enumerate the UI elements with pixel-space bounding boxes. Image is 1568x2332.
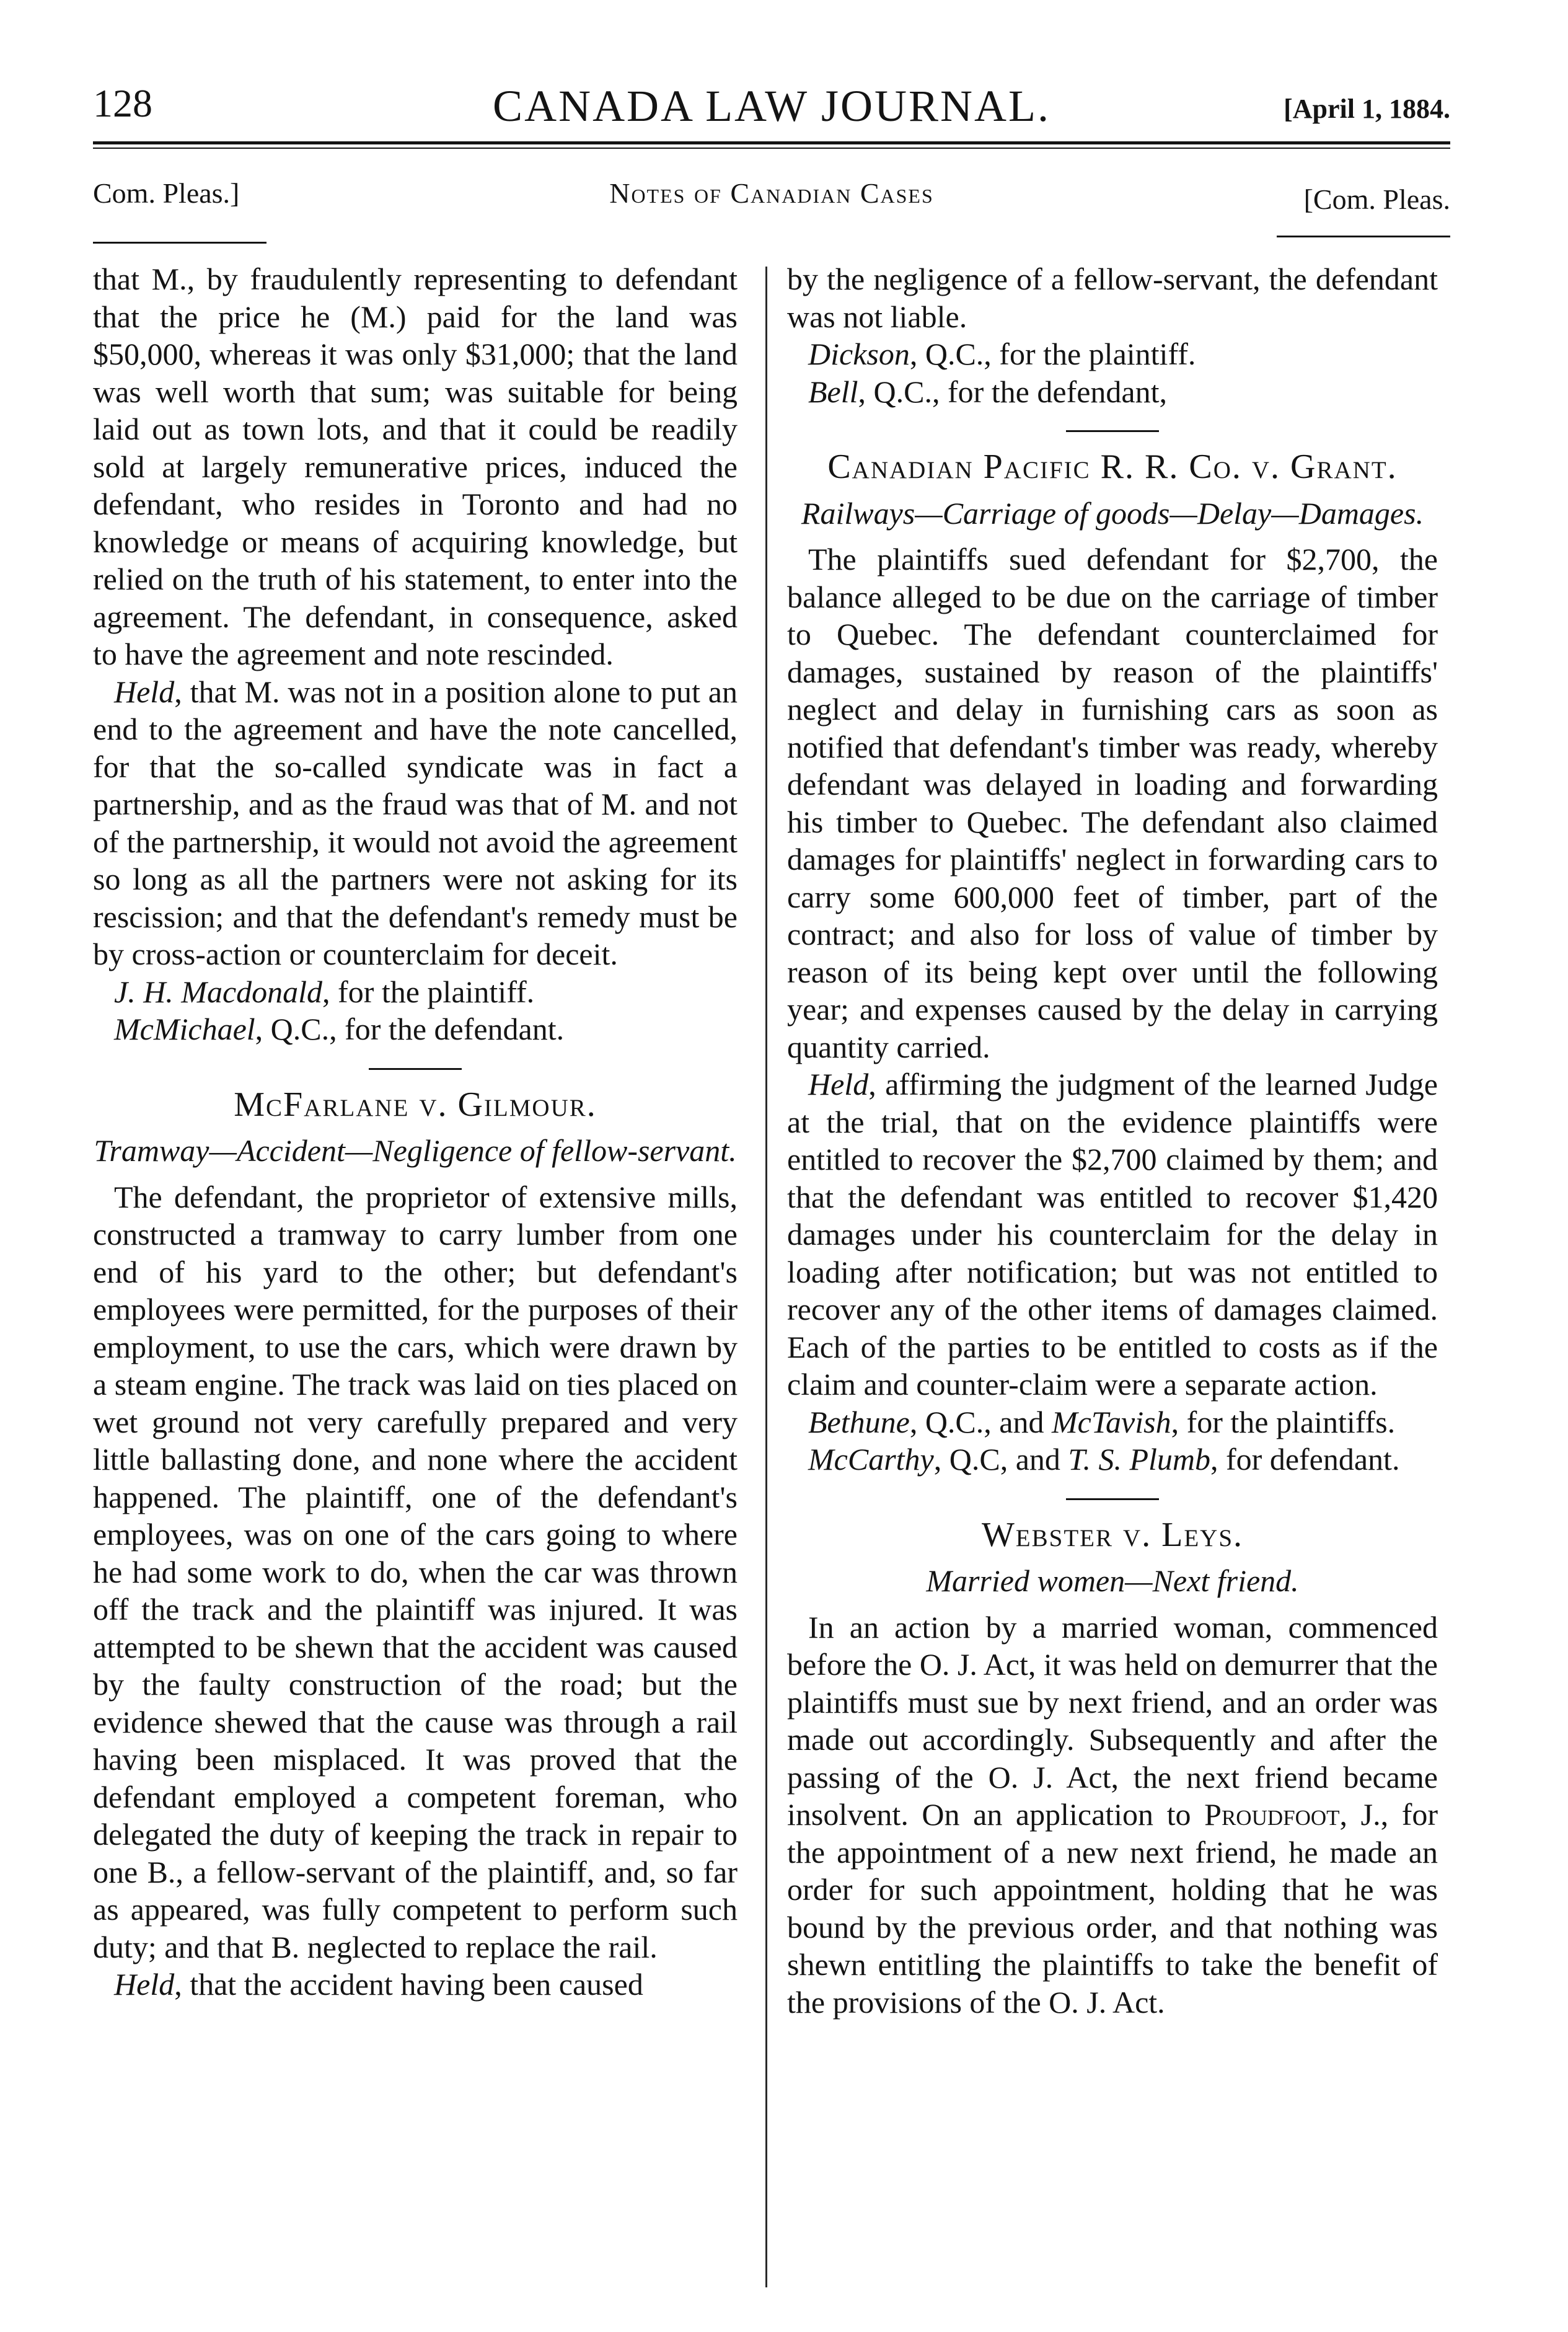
counsel-name: Dickson [808, 337, 910, 371]
page-header [93, 81, 1450, 143]
counsel-name: McTavish [1051, 1404, 1171, 1439]
case-subtitle: Married women—Next friend. [926, 1563, 1299, 1598]
counsel-role: , Q.C., for the defendant. [255, 1012, 565, 1046]
counsel-name: McCarthy [808, 1442, 934, 1477]
counsel-role: , for the plaintiffs. [1171, 1404, 1396, 1439]
case-subtitle: Tramway—Accident—Negligence of fellow-servant. [94, 1133, 737, 1168]
counsel-role: , Q.C., for the defendant, [858, 374, 1167, 409]
counsel-role: , Q.C., for the plaintiff. [909, 337, 1196, 371]
counsel-joiner: , Q.C, and [933, 1442, 1068, 1477]
case-subtitle: Railways—Carriage of goods—Delay—Damages. [801, 495, 1424, 531]
case-separator [1066, 1498, 1159, 1500]
page-number: 128 [93, 81, 152, 125]
case-separator [1066, 430, 1159, 432]
judge-name: Proudfoot [1204, 1797, 1340, 1832]
case-title: McFarlane v. Gilmour. [234, 1085, 597, 1124]
continuation-paragraph: by the negligence of a fellow-servant, the defendant was not liable. [787, 262, 1438, 334]
case-text: , J., for the appointment of a new next friend, he made an order for such appointment, holding that he was bound by the previous order, and that nothing was shewn entitling the plaintiffs to take the benefit of the provisions of the O. J. Act. [787, 1797, 1438, 2020]
header-rule-thin [93, 148, 1450, 149]
journal-title: CANADA LAW JOURNAL. [493, 81, 1050, 131]
counsel-line [787, 373, 1438, 411]
case-paragraph: The defendant, the proprietor of extensive mills, constructed a tramway to carry lumber from one end of his yard to the other; but defendant's employees were permitted, for the purposes of their employment, to use the cars, which were drawn by a steam engine. The track was laid on ties placed on wet ground not very carefully prepared and very little ballasting done, and none where the accident happened. The plaintiff, one of the defendant's employees, was on one of the cars going to where he had some work to do, when the car was thrown off the track and the plaintiff was injured. It was attempted to be shewn that the accident was caused by the faulty construction of the road; but the evidence shewed that the cause was through a rail having been misplaced. It was proved that the defendant employed a competent foreman, who delegated the duty of keeping the track in repair to one B., a fellow-servant of the plaintiff, and, so far as appeared, was fully competent to perform such duty; and that B. neglected to replace the rail. [93, 1179, 738, 1964]
sub-header-rule-right [1277, 236, 1450, 237]
left-column [93, 260, 738, 2003]
counsel-line [787, 1403, 1438, 1441]
counsel-name: Bell [808, 374, 858, 409]
held-paragraph [93, 673, 738, 973]
counsel-joiner: , Q.C., and [909, 1404, 1052, 1439]
held-label: Held [114, 674, 175, 709]
counsel-role: , for defendant. [1210, 1442, 1400, 1477]
case-text: In an action by a married woman, commenced before the O. J. Act, it was held on demurrer that the plaintiffs must sue by next friend, and an order was made out accordingly. Subsequently and after the passing of the O. J. Act, the next friend became insolvent. On an application to [787, 1609, 1438, 1832]
counsel-name: J. H. Macdonald [114, 974, 323, 1009]
counsel-role: , for the plaintiff. [322, 974, 535, 1009]
sub-header-rule-left [93, 242, 266, 244]
held-label: Held [114, 1967, 175, 2002]
case-title: Webster v. Leys. [981, 1515, 1244, 1554]
held-paragraph [787, 1066, 1438, 1403]
opening-paragraph: that M., by fraudulently representing to defendant that the price he (M.) paid for the land was $50,000, whereas it was only $31,000; that the land was well worth that sum; was suitable for being laid out as town lots, and that it could be readily sold at largely remunerative prices, induced the defendant, who resides in Toronto and had no knowledge or means of acquiring knowledge, but relied on the truth of his statement, to enter into the agreement. The defendant, in consequence, asked to have the agreement and note rescinded. [93, 262, 738, 671]
counsel-name: McMichael [114, 1012, 255, 1046]
held-text: , that the accident having been caused [174, 1967, 643, 2002]
counsel-name: Bethune [808, 1404, 910, 1439]
case-paragraph: The plaintiffs sued defendant for $2,700, the balance alleged to be due on the carriage of timber to Quebec. The defendant counterclaimed for damages, sustained by reason of the plaintiffs' neglect and delay in furnishing cars as soon as notified that defendant's timber was ready, whereby defendant was delayed in loading and forwarding his timber to Quebec. The defendant also claimed damages for plaintiffs' neglect in forwarding cars to carry some 600,000 feet of timber, part of the contract; and also for loss of value of timber by reason of its being kept over until the following year; and expenses caused by the delay in carrying quantity carried. [787, 542, 1438, 1064]
counsel-line [93, 973, 738, 1011]
counsel-line [93, 1010, 738, 1048]
sub-header [93, 177, 1450, 220]
header-rule [93, 141, 1450, 144]
held-paragraph [93, 1966, 738, 2003]
held-label: Held [808, 1067, 869, 1102]
issue-date: [April 1, 1884. [1284, 94, 1450, 124]
counsel-line [787, 335, 1438, 373]
case-separator [369, 1068, 462, 1070]
case-title: Canadian Pacific R. R. Co. v. Grant. [827, 448, 1398, 486]
section-title: Notes of Canadian Cases [609, 177, 934, 209]
counsel-line [787, 1441, 1438, 1478]
case-paragraph [787, 1609, 1438, 2021]
held-text: , affirming the judgment of the learned Judge at the trial, that on the evidence plaintiffs were entitled to recover the $2,700 claimed by them; and that the defendant was entitled to recover $1,420 damages under his counterclaim for the delay in loading after notification; but was not entitled to recover any of the other items of damages claimed. Each of the parties to be entitled to costs as if the claim and counter-claim were a separate action. [787, 1067, 1438, 1402]
column-divider [765, 267, 767, 2287]
held-text: , that M. was not in a position alone to put an end to the agreement and have the note cancelled, for that the so-called syndicate was in fact a partnership, and as the fraud was that of M. and not of the partnership, it would not avoid the agreement so long as all the partners were not asking for its rescission; and that the defendant's remedy must be by cross-action or counterclaim for deceit. [93, 674, 738, 971]
court-left: Com. Pleas.] [93, 177, 240, 209]
counsel-name: T. S. Plumb [1068, 1442, 1211, 1477]
court-right: [Com. Pleas. [1303, 183, 1450, 215]
right-column [787, 260, 1438, 2021]
